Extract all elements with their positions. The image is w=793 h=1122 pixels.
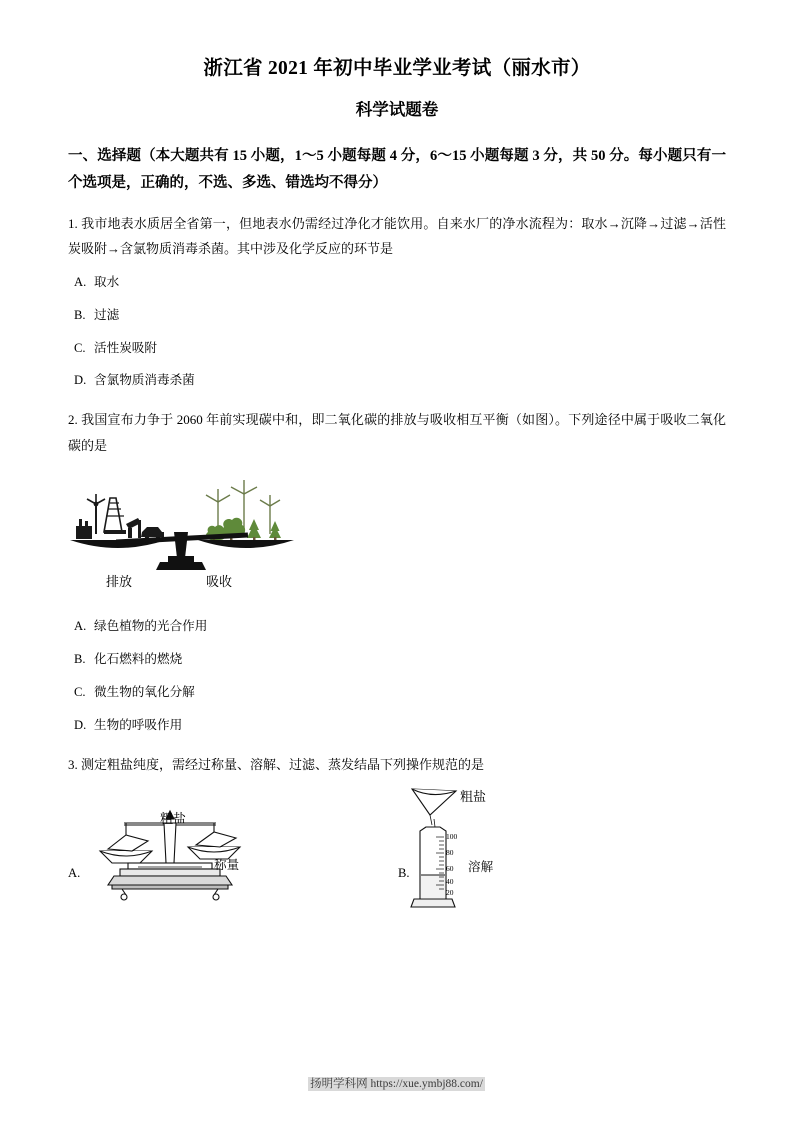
page-title: 浙江省 2021 年初中毕业学业考试（丽水市） <box>203 58 591 79</box>
option-b-label-svg: B. <box>398 866 410 881</box>
option-b-item-label-svg: 粗盐 <box>460 789 487 805</box>
cylinder-tick-100: 100 <box>446 832 458 842</box>
question-1-text: 我市地表水质居全省第一，但地表水仍需经过净化才能饮用。自来水厂的净水流程为：取水→沉降→过滤→活性炭吸附→含氯物质消毒杀菌。其中涉及化学反应的环节是 <box>68 216 726 257</box>
option-text: 微生物的氧化分解 <box>94 684 195 699</box>
option-a-caption-svg: 称量 <box>214 858 240 873</box>
option-text: 绿色植物的光合作用 <box>94 619 208 634</box>
cylinder-tick-60: 60 <box>446 864 454 874</box>
question-1 <box>68 211 726 262</box>
question-3 <box>68 752 726 777</box>
question-1-option-d[interactable] <box>68 369 726 393</box>
question-2-number: 2. <box>68 412 78 428</box>
option-label: D. <box>74 717 87 732</box>
option-text: 化石燃料的燃烧 <box>94 652 183 666</box>
question-1-number: 1. <box>68 216 78 232</box>
page-content <box>68 55 726 954</box>
carbon-balance-scale-illustration <box>68 464 298 599</box>
figure-label-emission: 排放 <box>106 574 133 590</box>
question-1-option-c[interactable] <box>68 337 726 361</box>
question-2-figure <box>68 464 726 599</box>
option-text: 生物的呼吸作用 <box>94 717 183 732</box>
option-a-label-svg: A. <box>68 866 81 881</box>
option-text: 取水 <box>94 274 120 289</box>
option-a-item-label-svg: 粗盐 <box>160 811 187 827</box>
question-3-text: 测定粗盐纯度，需经过称量、溶解、过滤、蒸发结晶下列操作规范的是 <box>81 756 485 772</box>
question-2 <box>68 407 726 458</box>
option-label: B. <box>74 652 86 666</box>
weighing-and-dissolving-illustration <box>68 779 728 954</box>
footer-watermark <box>0 1075 793 1091</box>
cylinder-tick-80: 80 <box>446 848 454 858</box>
question-2-option-a[interactable] <box>68 615 726 639</box>
section-heading: 一、选择题（本大题共有 15 小题，1～5 小题每题 4 分，6～15 小题每题 3 分，共 50 分。每小题只有一个选项是，正确的，不选、多选、错选均不得分） <box>68 148 726 192</box>
question-3-figure <box>68 779 726 954</box>
question-2-option-b[interactable] <box>68 648 726 672</box>
question-2-option-c[interactable] <box>68 681 726 705</box>
option-b-caption-svg: 溶解 <box>468 860 494 875</box>
page-subtitle: 科学试题卷 <box>355 100 439 120</box>
question-2-text: 我国宣布力争于 2060 年前实现碳中和，即二氧化碳的排放与吸收相互平衡（如图）。下列途径中属于吸收二氧化碳的是 <box>68 412 726 453</box>
option-label: C. <box>74 340 86 355</box>
question-1-option-b[interactable] <box>68 304 726 328</box>
option-text: 含氯物质消毒杀菌 <box>94 373 195 388</box>
option-label: A. <box>74 619 87 634</box>
question-2-option-d[interactable] <box>68 714 726 738</box>
cylinder-tick-40: 40 <box>446 877 454 887</box>
option-label: B. <box>74 307 86 322</box>
option-text: 过滤 <box>94 307 120 322</box>
cylinder-tick-20: 20 <box>446 888 454 898</box>
option-label: D. <box>74 373 87 388</box>
option-label: C. <box>74 684 86 699</box>
option-label: A. <box>74 274 87 289</box>
question-3-number: 3. <box>68 756 78 772</box>
watermark-text: 扬明学科网 https://xue.ymbj88.com/ <box>310 1078 483 1090</box>
option-text: 活性炭吸附 <box>94 340 157 355</box>
question-1-option-a[interactable] <box>68 271 726 295</box>
figure-label-absorption: 吸收 <box>206 574 233 590</box>
